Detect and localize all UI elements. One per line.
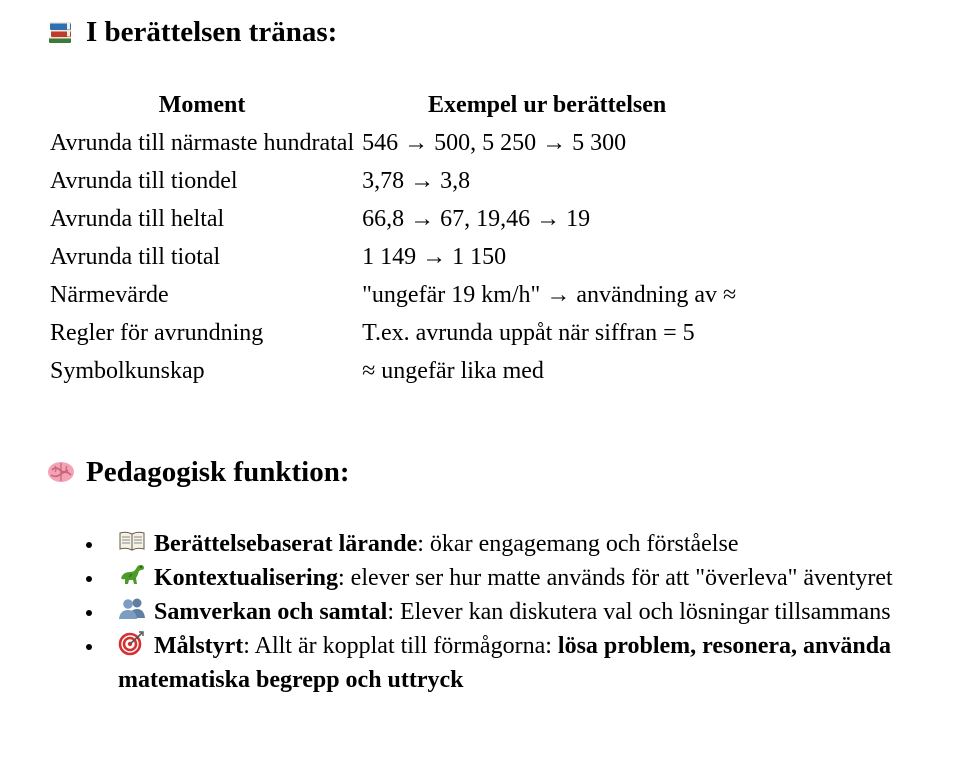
table-row — [48, 124, 738, 162]
list-item — [118, 629, 918, 697]
item-text: : Allt är kopplat till förmågorna: — [243, 633, 558, 659]
target-icon — [118, 630, 146, 656]
example-cell: "ungefär 19 km/h" → användning av ≈ — [362, 281, 737, 308]
column-header-example: Exempel ur berättelsen — [428, 91, 667, 118]
item-term: Samverkan och samtal — [154, 599, 388, 625]
moment-cell: Avrunda till tiotal — [50, 243, 221, 270]
open-book-icon — [118, 528, 146, 554]
table-row — [48, 162, 738, 200]
item-text: : ökar engagemang och förståelse — [417, 531, 739, 557]
table-header-row — [48, 86, 738, 124]
item-term: Kontextualisering — [154, 565, 338, 591]
dinosaur-icon — [118, 562, 146, 588]
item-emphasis: lösa problem, resonera, använda matematiska begrepp och uttryck — [118, 633, 892, 693]
list-item — [118, 527, 918, 561]
moment-cell: Avrunda till heltal — [50, 205, 225, 232]
moments-table — [48, 86, 738, 390]
list-item — [118, 595, 918, 629]
moment-cell: Avrunda till närmaste hundratal — [50, 129, 355, 156]
example-cell: T.ex. avrunda uppåt när siffran = 5 — [362, 319, 695, 346]
section-title: I berättelsen tränas: — [86, 16, 338, 48]
example-cell: 546 → 500, 5 250 → 5 300 — [362, 129, 627, 156]
example-cell: 3,78 → 3,8 — [362, 167, 471, 194]
table-row — [48, 352, 738, 390]
table-row — [48, 314, 738, 352]
section-heading-training — [46, 14, 337, 50]
example-cell: ≈ ungefär lika med — [362, 357, 544, 384]
item-text: : Elever kan diskutera val och lösningar tillsammans — [387, 599, 891, 625]
example-cell: 1 149 → 1 150 — [362, 243, 507, 270]
example-cell: 66,8 → 67, 19,46 → 19 — [362, 205, 591, 232]
item-term: Berättelsebaserat lärande — [154, 531, 418, 557]
list-item — [118, 561, 918, 595]
item-text: : elever ser hur matte används för att "överleva" äventyret — [338, 565, 893, 591]
section-title: Pedagogisk funktion: — [86, 456, 350, 488]
moment-cell: Regler för avrundning — [50, 319, 264, 346]
table-row — [48, 200, 738, 238]
section-heading-pedagogy — [46, 454, 349, 490]
moment-cell: Symbolkunskap — [50, 357, 205, 384]
column-header-moment: Moment — [158, 91, 246, 118]
brain-icon — [46, 457, 76, 487]
moment-cell: Närmevärde — [50, 281, 169, 308]
item-term: Målstyrt — [154, 633, 244, 659]
table-row — [48, 238, 738, 276]
table-row — [48, 276, 738, 314]
pedagogy-list — [118, 527, 918, 697]
books-icon — [46, 17, 76, 47]
moment-cell: Avrunda till tiondel — [50, 167, 238, 194]
people-icon — [118, 596, 146, 622]
